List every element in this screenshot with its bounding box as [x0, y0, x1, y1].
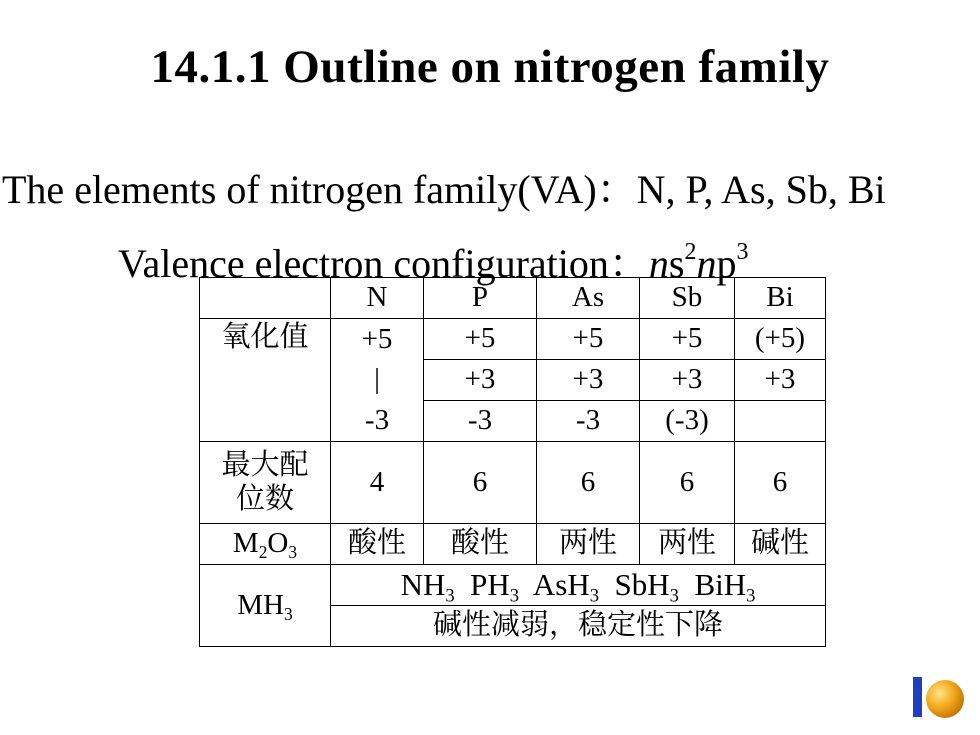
formula-base: SbH — [614, 567, 670, 603]
coordination-cell: 6 — [735, 442, 826, 524]
valence-s: s — [668, 241, 685, 286]
formula-base: NH — [400, 567, 446, 603]
oxidation-row-1 — [200, 319, 826, 360]
oxidation-cell: +3 — [424, 360, 537, 401]
formula-base: AsH — [532, 567, 590, 603]
logo-bar — [913, 677, 922, 717]
oxidation-cell: -3 — [537, 401, 640, 442]
hydride-formula-nh3 — [400, 567, 455, 607]
oxidation-cell: (+5) — [735, 319, 826, 360]
hydride-label — [200, 565, 331, 647]
valence-sup2: 3 — [736, 239, 749, 265]
hydride-label-sub: 3 — [284, 603, 293, 624]
oxide-label-sub2: 3 — [288, 542, 298, 563]
header-cell-bi: Bi — [735, 278, 826, 319]
header-cell-n: N — [331, 278, 424, 319]
oxide-cell: 酸性 — [424, 524, 537, 565]
coordination-cell: 6 — [424, 442, 537, 524]
coordination-row — [200, 442, 826, 524]
hydride-formula-ph3 — [470, 567, 520, 607]
formula-sub: 3 — [589, 585, 600, 607]
oxide-cell: 碱性 — [735, 524, 826, 565]
oxidation-cell: +5 — [640, 319, 735, 360]
header-row — [200, 278, 826, 319]
header-cell-p: P — [424, 278, 537, 319]
formula-base: BiH — [694, 567, 747, 603]
formula-sub: 3 — [445, 585, 455, 607]
oxidation-cell: +3 — [735, 360, 826, 401]
oxide-label-base: M — [232, 527, 259, 560]
hydride-formula-ash3 — [532, 567, 600, 607]
oxidation-cell: +5 — [331, 319, 424, 360]
valence-p: p — [716, 241, 737, 286]
valence-sup1: 2 — [684, 239, 697, 265]
valence-n2: n — [696, 241, 717, 286]
hydride-label-base: MH — [237, 588, 285, 621]
header-cell-sb: Sb — [640, 278, 735, 319]
oxidation-cell: (-3) — [640, 401, 735, 442]
header-cell-empty — [200, 278, 331, 319]
hydride-formula-bih3 — [694, 567, 756, 607]
coordination-cell: 4 — [331, 442, 424, 524]
oxidation-cell — [735, 401, 826, 442]
coordination-cell: 6 — [640, 442, 735, 524]
valence-n1: n — [648, 241, 669, 286]
oxide-label — [200, 524, 331, 565]
oxide-label-mid: O — [267, 527, 289, 560]
presentation-logo-icon — [911, 675, 971, 719]
hydride-trend: 碱性减弱，稳定性下降 — [331, 606, 826, 647]
oxidation-cell: -3 — [424, 401, 537, 442]
oxidation-cell: +5 — [537, 319, 640, 360]
valence-label: Valence electron configuration： — [118, 241, 649, 286]
nitrogen-family-table — [199, 277, 826, 647]
header-cell-as: As — [537, 278, 640, 319]
coordination-label — [200, 442, 331, 524]
oxidation-cell: +3 — [640, 360, 735, 401]
oxidation-cell: | — [331, 360, 424, 401]
formula-sub: 3 — [509, 585, 520, 607]
oxide-label-sub1: 2 — [258, 542, 268, 563]
coordination-cell: 6 — [537, 442, 640, 524]
logo-sphere — [926, 680, 964, 718]
oxide-cell: 酸性 — [331, 524, 424, 565]
elements-line: The elements of nitrogen family(VA)：N, P, As, Sb, Bi — [2, 167, 886, 212]
slide-title: 14.1.1 Outline on nitrogen family — [150, 41, 830, 93]
oxidation-cell: +5 — [424, 319, 537, 360]
oxide-row — [200, 524, 826, 565]
oxide-cell: 两性 — [537, 524, 640, 565]
formula-sub: 3 — [746, 585, 756, 607]
coordination-label-line1: 最大配 — [221, 449, 309, 482]
oxidation-label: 氧化值 — [200, 319, 331, 442]
formula-base: PH — [470, 567, 510, 603]
hydride-row — [200, 565, 826, 606]
formula-sub: 3 — [669, 585, 679, 607]
coordination-label-line2: 位数 — [235, 482, 294, 515]
oxidation-cell: +3 — [537, 360, 640, 401]
oxide-cell: 两性 — [640, 524, 735, 565]
hydride-formulas — [331, 565, 826, 606]
hydride-formula-sbh3 — [614, 567, 679, 607]
oxidation-cell: -3 — [331, 401, 424, 442]
